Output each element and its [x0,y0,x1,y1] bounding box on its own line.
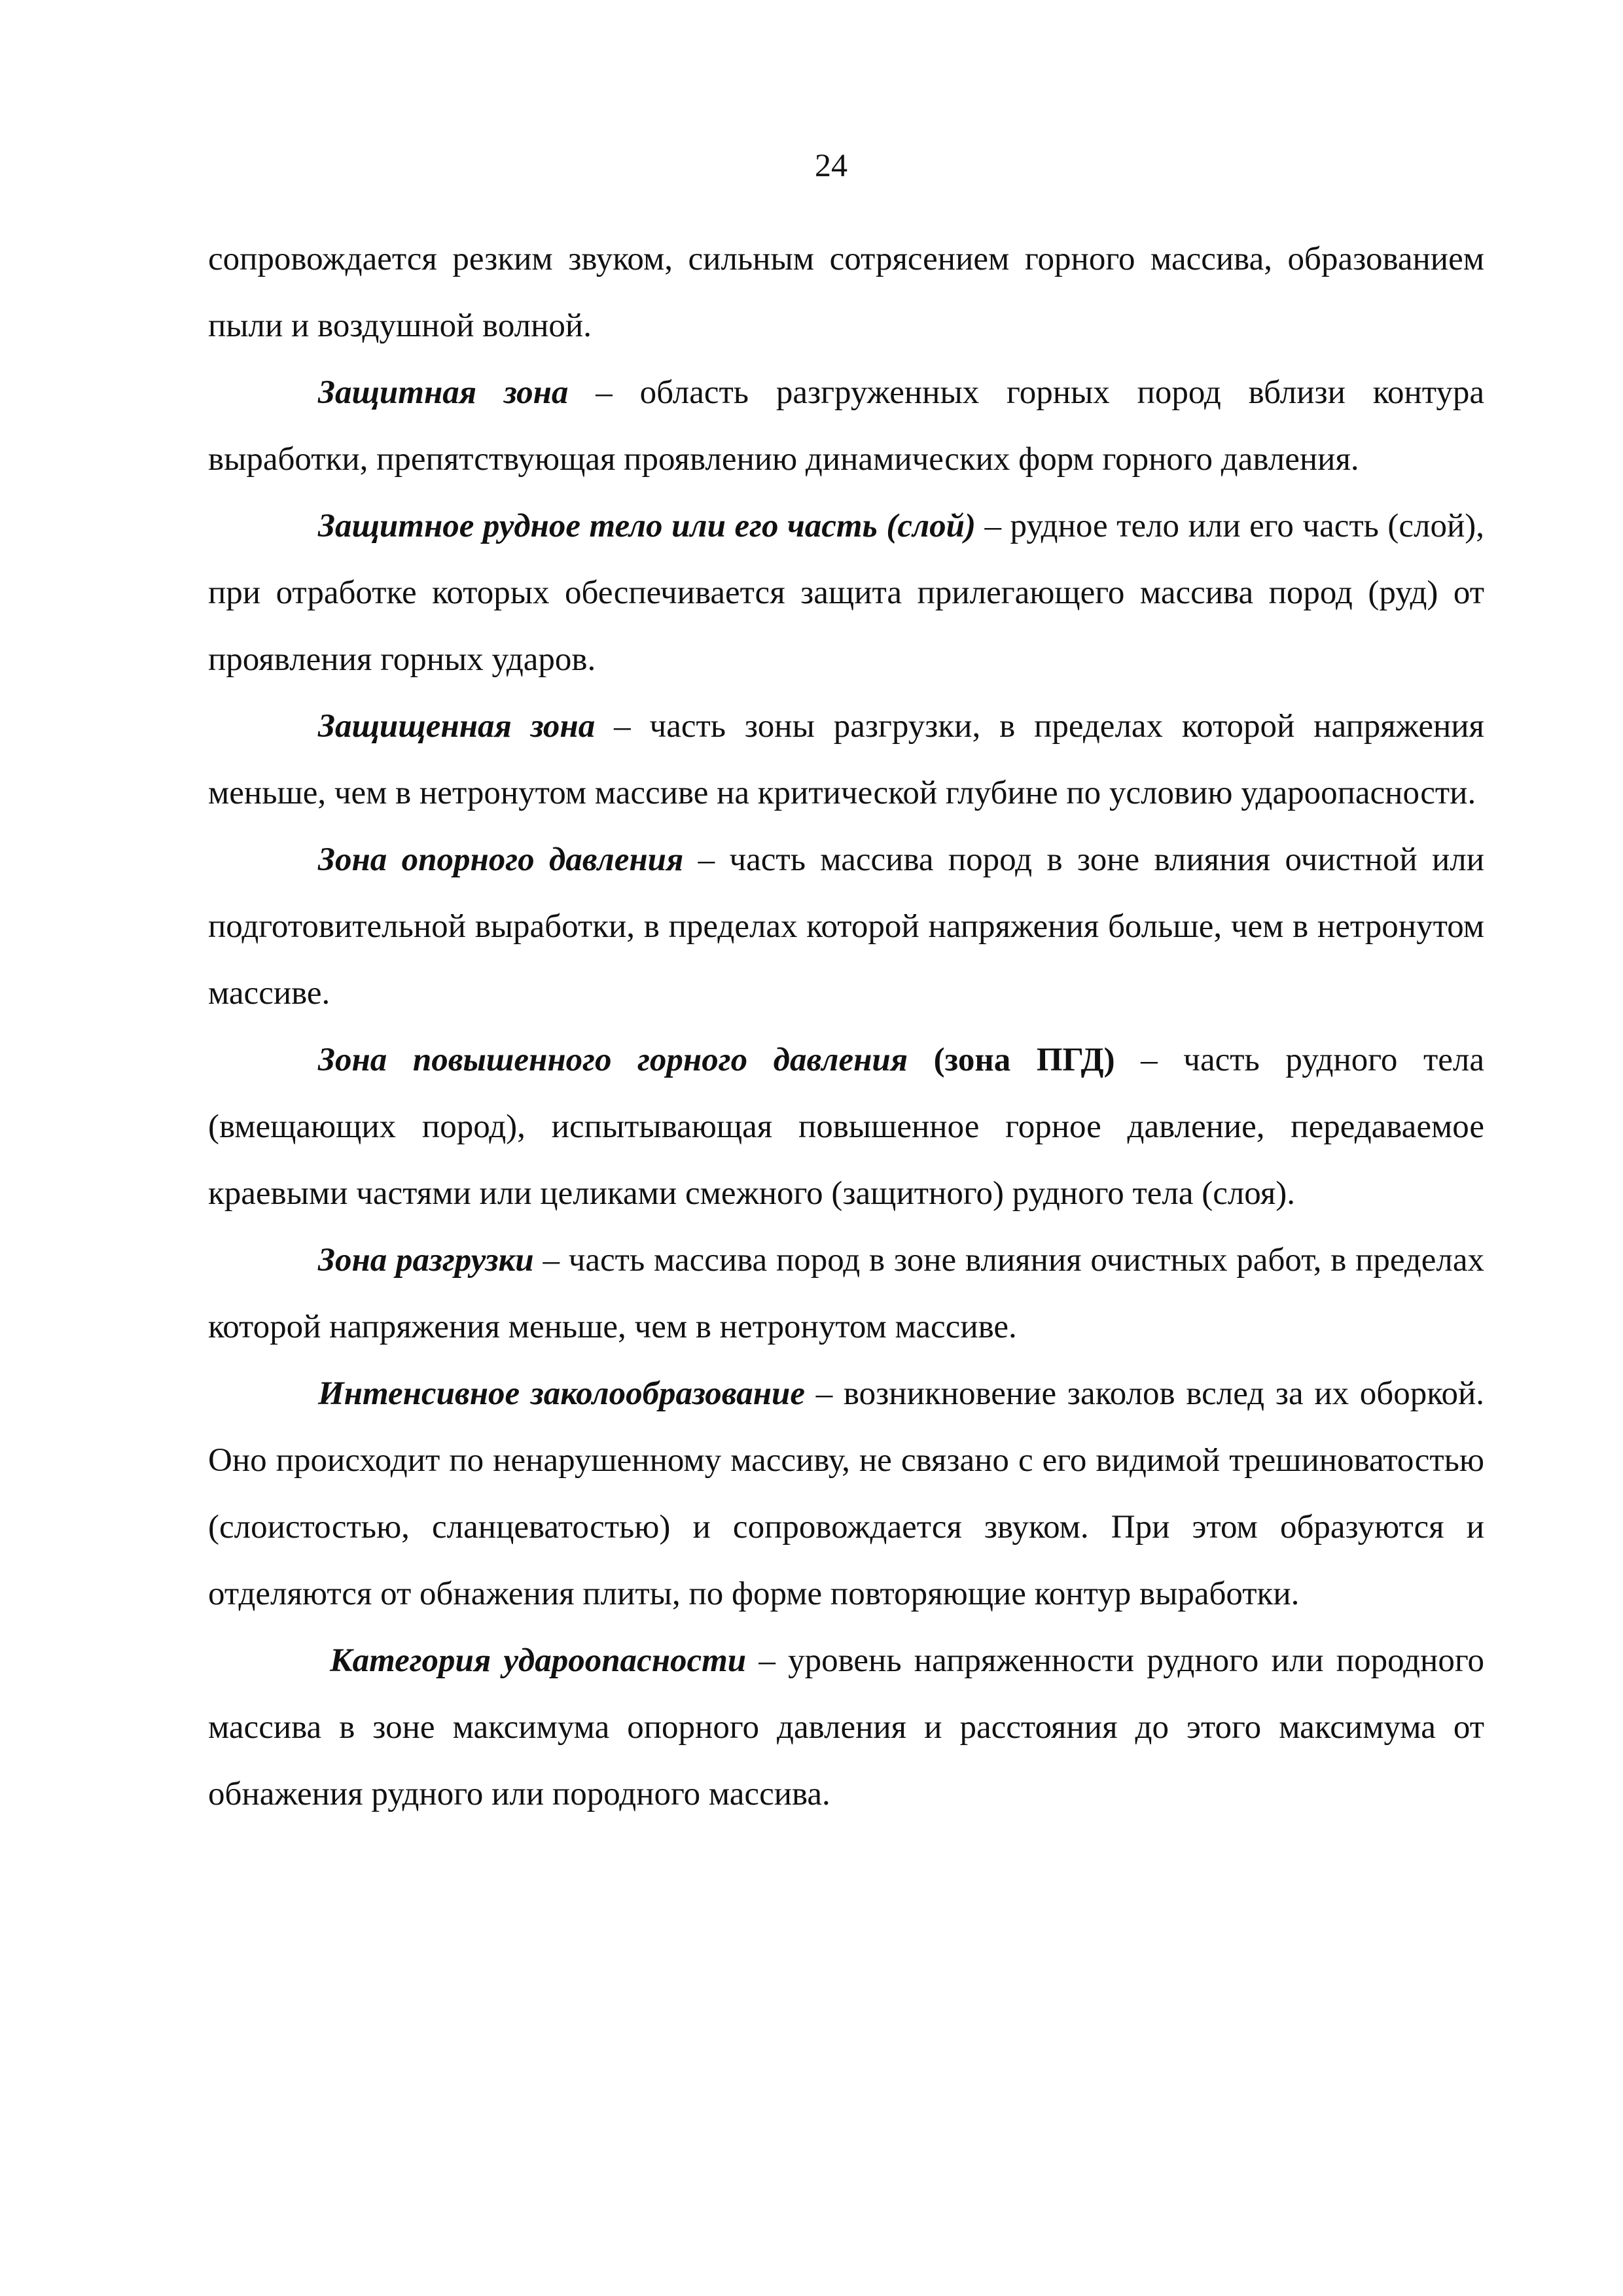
definition-paragraph [208,1027,1484,1227]
definition-text: – часть зоны разгрузки, в пределах которой напряжения меньше, чем в нетронутом массиве на критической глубине по условию удароопасности. [208,708,1484,811]
definition-text: – область разгруженных горных пород вблизи контура выработки, препятствующая проявлению динамических форм горного давления. [208,374,1484,478]
definition-term: Защищенная зона [318,708,596,745]
paragraph-continuation [208,226,1484,359]
definition-text: – часть массива пород в зоне влияния очистной или подготовительной выработки, в пределах которой напряжения больше, чем в нетронутом массиве. [208,841,1484,1012]
definition-term: Зона опорного давления [318,841,684,878]
definition-text: – часть рудного тела (вмещающих пород), испытывающая повышенное горное давление, передаваемое краевыми частями или целиками смежного (защитного) рудного тела (слоя). [208,1042,1485,1212]
definition-text: – часть массива пород в зоне влияния очистных работ, в пределах которой напряжения меньше, чем в нетронутом массиве. [208,1242,1485,1345]
definition-paragraph [208,359,1484,493]
definition-term: Зона разгрузки [318,1242,534,1279]
definition-paragraph [208,1227,1484,1360]
definition-text: – уровень напряженности рудного или породного массива в зоне максимума опорного давления и расстояния до этого максимума от обнажения рудного или породного массива. [208,1642,1484,1812]
definition-paragraph [208,826,1484,1027]
page-number: 24 [815,147,847,183]
definition-term: Зона повышенного горного давления [318,1042,908,1078]
definition-term: Категория удароопасности [330,1642,747,1679]
definition-term: Интенсивное заколообразование [318,1375,806,1412]
definition-abbreviation: (зона ПГД) [908,1042,1115,1078]
definition-text: – возникновение заколов вслед за их оборкой. Оно происходит по ненарушенному массиву, не связано с его видимой трешиноватостью (слоистостью, сланцеватостью) и сопровождается звуком. При этом образуются и отделяются от обнажения плиты, по форме повторяющие контур выработки. [208,1375,1484,1612]
definition-paragraph [208,1360,1484,1627]
definition-text: – рудное тело или его часть (слой), при отработке которых обеспечивается защита прилегающего массива пород (руд) от проявления горных ударов. [208,508,1485,678]
definition-term: Защитное рудное тело или его часть (слой) [318,508,976,544]
definition-paragraph [208,493,1484,693]
document-body [208,226,1484,1828]
definition-paragraph [208,1627,1484,1828]
definition-term: Защитная зона [318,374,569,411]
definition-paragraph [208,693,1484,826]
paragraph-text: сопровождается резким звуком, сильным сотрясением горного массива, образованием пыли и воздушной волной. [208,241,1484,344]
